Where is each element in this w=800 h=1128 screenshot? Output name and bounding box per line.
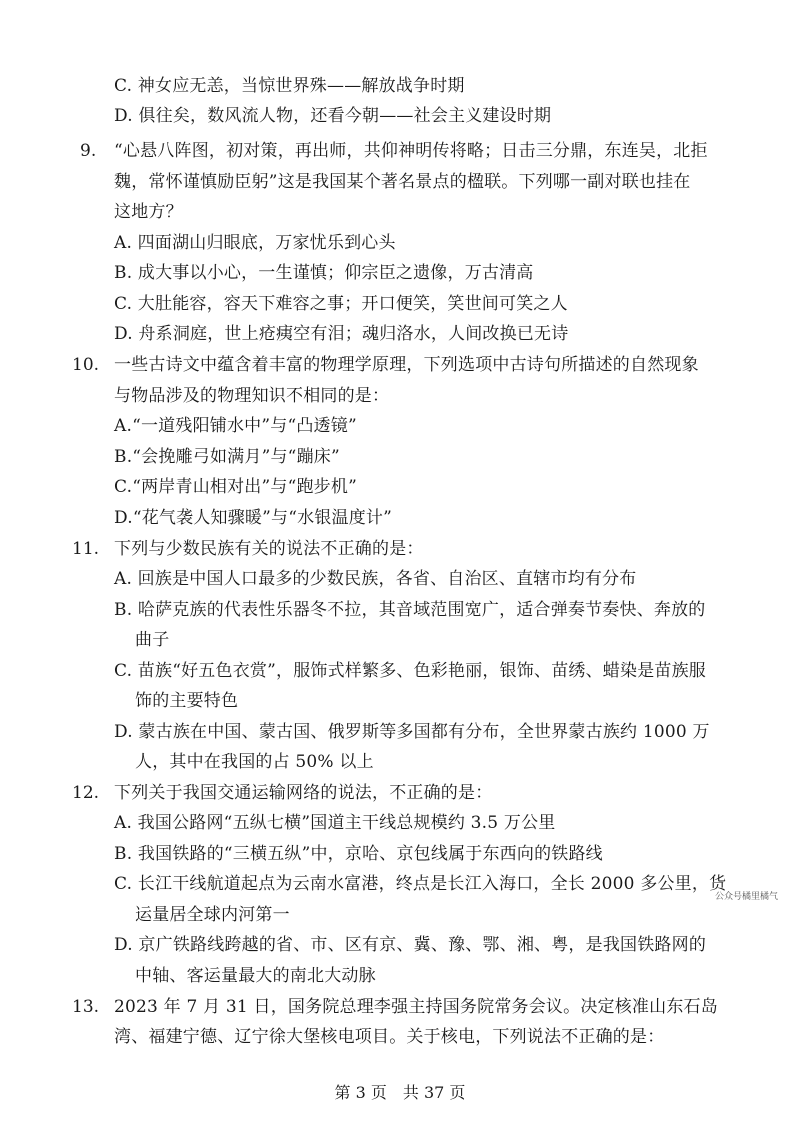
q13-number: 13.: [72, 997, 100, 1017]
q10-stem-line-1: 一些古诗文中蕴含着丰富的物理学原理，下列选项中古诗句所描述的自然现象: [114, 355, 699, 375]
q9-stem-line-3: 这地方？: [114, 202, 183, 222]
q12-option-d-line-1: D. 京广铁路线跨越的省、市、区有京、冀、豫、鄂、湘、粤，是我国铁路网的: [114, 935, 707, 955]
q9-option-b: B. 成大事以小心，一生谨慎；仰宗臣之遗像，万古清高: [114, 263, 534, 283]
q11-option-d-line-1: D. 蒙古族在中国、蒙古国、俄罗斯等多国都有分布，全世界蒙古族约 1000 万: [114, 722, 710, 742]
q10-stem-line-2: 与物品涉及的物理知识不相同的是：: [114, 386, 390, 406]
q12-option-d-line-2: 中轴、客运量最大的南北大动脉: [135, 966, 376, 986]
q9-option-a: A. 四面湖山归眼底，万家忧乐到心头: [114, 233, 396, 253]
q9-stem-line-1: “心悬八阵图，初对策，再出师，共仰神明传将略；日击三分鼎，东连吴，北拒: [114, 141, 708, 161]
q12-option-a: A. 我国公路网“五纵七横”国道主干线总规模约 3.5 万公里: [114, 813, 556, 833]
q12-option-c-line-2: 运量居全球内河第一: [135, 905, 290, 925]
q11-option-c-line-1: C. 苗族“好五色衣赏”，服饰式样繁多、色彩艳丽，银饰、苗绣、蜡染是苗族服: [114, 661, 706, 681]
q10-option-d: D.“花气袭人知骤暖”与“水银温度计”: [114, 508, 392, 528]
q10-option-a: A.“一道残阳铺水中”与“凸透镜”: [114, 416, 357, 436]
q9-option-d: D. 舟系洞庭，世上疮痍空有泪；魂归洛水，人间改换已无诗: [114, 324, 569, 344]
q9-option-c: C. 大肚能容，容天下难容之事；开口便笑，笑世间可笑之人: [114, 294, 568, 314]
q11-option-a: A. 回族是中国人口最多的少数民族，各省、自治区、直辖市均有分布: [114, 569, 637, 589]
q12-number: 12.: [72, 783, 100, 803]
q13-stem-line-2: 湾、福建宁德、辽宁徐大堡核电项目。关于核电，下列说法不正确的是：: [114, 1027, 665, 1047]
q11-option-b-line-2: 曲子: [135, 630, 170, 650]
page-footer: 第 3 页 共 37 页: [334, 1083, 466, 1102]
q9-stem-line-2: 魏，常怀谨慎励臣躬”这是我国某个著名景点的楹联。下列哪一副对联也挂在: [114, 172, 691, 192]
q10-number: 10.: [72, 355, 100, 375]
q11-option-c-line-2: 饰的主要特色: [135, 691, 239, 711]
q10-option-c: C.“两岸青山相对出”与“跑步机”: [114, 477, 357, 497]
q11-stem-line-1: 下列与少数民族有关的说法不正确的是：: [114, 539, 424, 559]
q12-option-c-line-1: C. 长江干线航道起点为云南水富港，终点是长江入海口，全长 2000 多公里，货: [114, 874, 727, 894]
q11-option-d-line-2: 人，其中在我国的占 50% 以上: [135, 752, 374, 772]
q8-option-d: D. 俱往矣，数风流人物，还看今朝——社会主义建设时期: [114, 106, 552, 126]
q9-number: 9.: [80, 141, 97, 161]
q11-option-b-line-1: B. 哈萨克族的代表性乐器冬不拉，其音域范围宽广，适合弹奏节奏快、奔放的: [114, 600, 706, 620]
q8-option-c: C. 神女应无恙，当惊世界殊——解放战争时期: [114, 76, 465, 96]
watermark: 公众号橘里橘气: [715, 892, 779, 902]
q11-number: 11.: [72, 539, 100, 559]
q10-option-b: B.“会挽雕弓如满月”与“蹦床”: [114, 447, 340, 467]
q13-stem-line-1: 2023 年 7 月 31 日，国务院总理李强主持国务院常务会议。决定核准山东石岛: [114, 997, 718, 1017]
q12-option-b: B. 我国铁路的“三横五纵”中，京哈、京包线属于东西向的铁路线: [114, 844, 603, 864]
q12-stem-line-1: 下列关于我国交通运输网络的说法，不正确的是：: [114, 783, 493, 803]
